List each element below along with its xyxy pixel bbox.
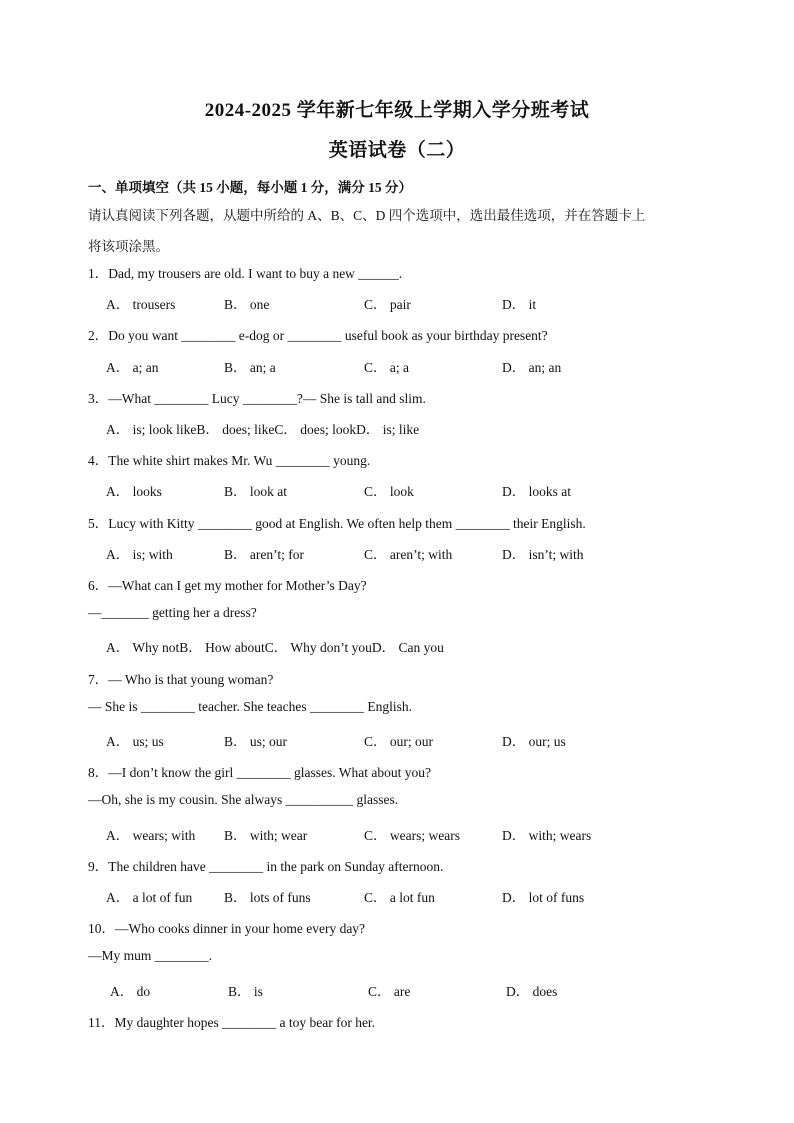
option-c[interactable]: C． wears; wears bbox=[364, 827, 460, 843]
question-dialogue-line: — She is ________ teacher. She teaches ________ English. bbox=[88, 698, 412, 714]
question-stem: 2．Do you want ________ e-dog or ________ useful book as your birthday present? bbox=[88, 328, 548, 344]
section-heading: 一、单项填空（共 15 小题，每小题 1 分，满分 15 分） bbox=[88, 180, 412, 195]
option-a[interactable]: A． a; an bbox=[106, 359, 159, 375]
option-c[interactable]: C． pair bbox=[364, 297, 411, 313]
option-b[interactable]: B． an; a bbox=[224, 359, 276, 375]
option-c[interactable]: C． look bbox=[364, 484, 414, 500]
section-instruction-line-1: 请认真阅读下列各题，从题中所给的 A、B、C、D 四个选项中，选出最佳选项，并在答题卡上 bbox=[88, 208, 646, 223]
option-b[interactable]: B． aren’t; for bbox=[224, 546, 304, 562]
options-inline[interactable]: A． Why notB． How aboutC． Why don’t youD． Can you bbox=[106, 640, 444, 656]
option-c[interactable]: C． a; a bbox=[364, 359, 409, 375]
option-b[interactable]: B． look at bbox=[224, 484, 287, 500]
question-stem: 8．—I don’t know the girl ________ glasses. What about you? bbox=[88, 765, 431, 781]
option-d[interactable]: D． it bbox=[502, 297, 537, 313]
option-a[interactable]: A． us; us bbox=[106, 734, 164, 749]
option-a[interactable]: A． a lot of fun bbox=[106, 890, 193, 905]
question-stem: 3．—What ________ Lucy ________?— She is tall and slim. bbox=[88, 390, 426, 406]
option-b[interactable]: B． is bbox=[228, 983, 263, 999]
question-stem: 11．My daughter hopes ________ a toy bear for her. bbox=[88, 1014, 376, 1030]
option-c[interactable]: C． are bbox=[368, 983, 411, 999]
option-d[interactable]: D． does bbox=[506, 983, 558, 999]
option-a[interactable]: A． looks bbox=[106, 484, 162, 500]
option-a[interactable]: A． do bbox=[110, 983, 151, 999]
section-instruction-line-2: 将该项涂黑。 bbox=[88, 239, 169, 254]
option-d[interactable]: D． isn’t; with bbox=[502, 546, 584, 562]
option-c[interactable]: C． aren’t; with bbox=[364, 546, 453, 562]
question-dialogue-line: —Oh, she is my cousin. She always __________ glasses. bbox=[88, 792, 399, 808]
option-d[interactable]: D． with; wears bbox=[502, 827, 592, 843]
option-a[interactable]: A． is; with bbox=[106, 546, 173, 562]
option-a[interactable]: A． wears; with bbox=[106, 827, 196, 843]
question-stem: 1．Dad, my trousers are old. I want to buy a new ______. bbox=[88, 266, 403, 281]
question-stem: 9．The children have ________ in the park on Sunday afternoon. bbox=[88, 858, 444, 874]
option-b[interactable]: B． one bbox=[224, 297, 270, 313]
option-b[interactable]: B． us; our bbox=[224, 734, 288, 749]
question-stem: 6．—What can I get my mother for Mother’s Day? bbox=[88, 578, 367, 593]
option-d[interactable]: D． looks at bbox=[502, 484, 571, 500]
options-inline[interactable]: A． is; look likeB． does; likeC． does; lookD． is; like bbox=[106, 422, 420, 437]
question-stem: 10．—Who cooks dinner in your home every day? bbox=[88, 921, 366, 937]
option-b[interactable]: B． with; wear bbox=[224, 827, 308, 843]
question-stem: 4．The white shirt makes Mr. Wu ________ young. bbox=[88, 453, 371, 469]
option-d[interactable]: D． lot of funs bbox=[502, 890, 585, 905]
option-b[interactable]: B． lots of funs bbox=[224, 890, 311, 905]
option-d[interactable]: D． our; us bbox=[502, 734, 566, 749]
option-c[interactable]: C． our; our bbox=[364, 734, 433, 749]
question-dialogue-line: —My mum ________. bbox=[88, 948, 213, 964]
question-stem: 7．— Who is that young woman? bbox=[88, 671, 274, 687]
option-c[interactable]: C． a lot fun bbox=[364, 890, 435, 905]
question-dialogue-line: —_______ getting her a dress? bbox=[88, 605, 257, 621]
option-a[interactable]: A． trousers bbox=[106, 297, 176, 313]
option-d[interactable]: D． an; an bbox=[502, 359, 562, 375]
question-stem: 5．Lucy with Kitty ________ good at English. We often help them ________ their English. bbox=[88, 515, 586, 531]
page-subtitle: 英语试卷（二） bbox=[328, 140, 466, 161]
page-title: 2024-2025 学年新七年级上学期入学分班考试 bbox=[204, 100, 590, 121]
